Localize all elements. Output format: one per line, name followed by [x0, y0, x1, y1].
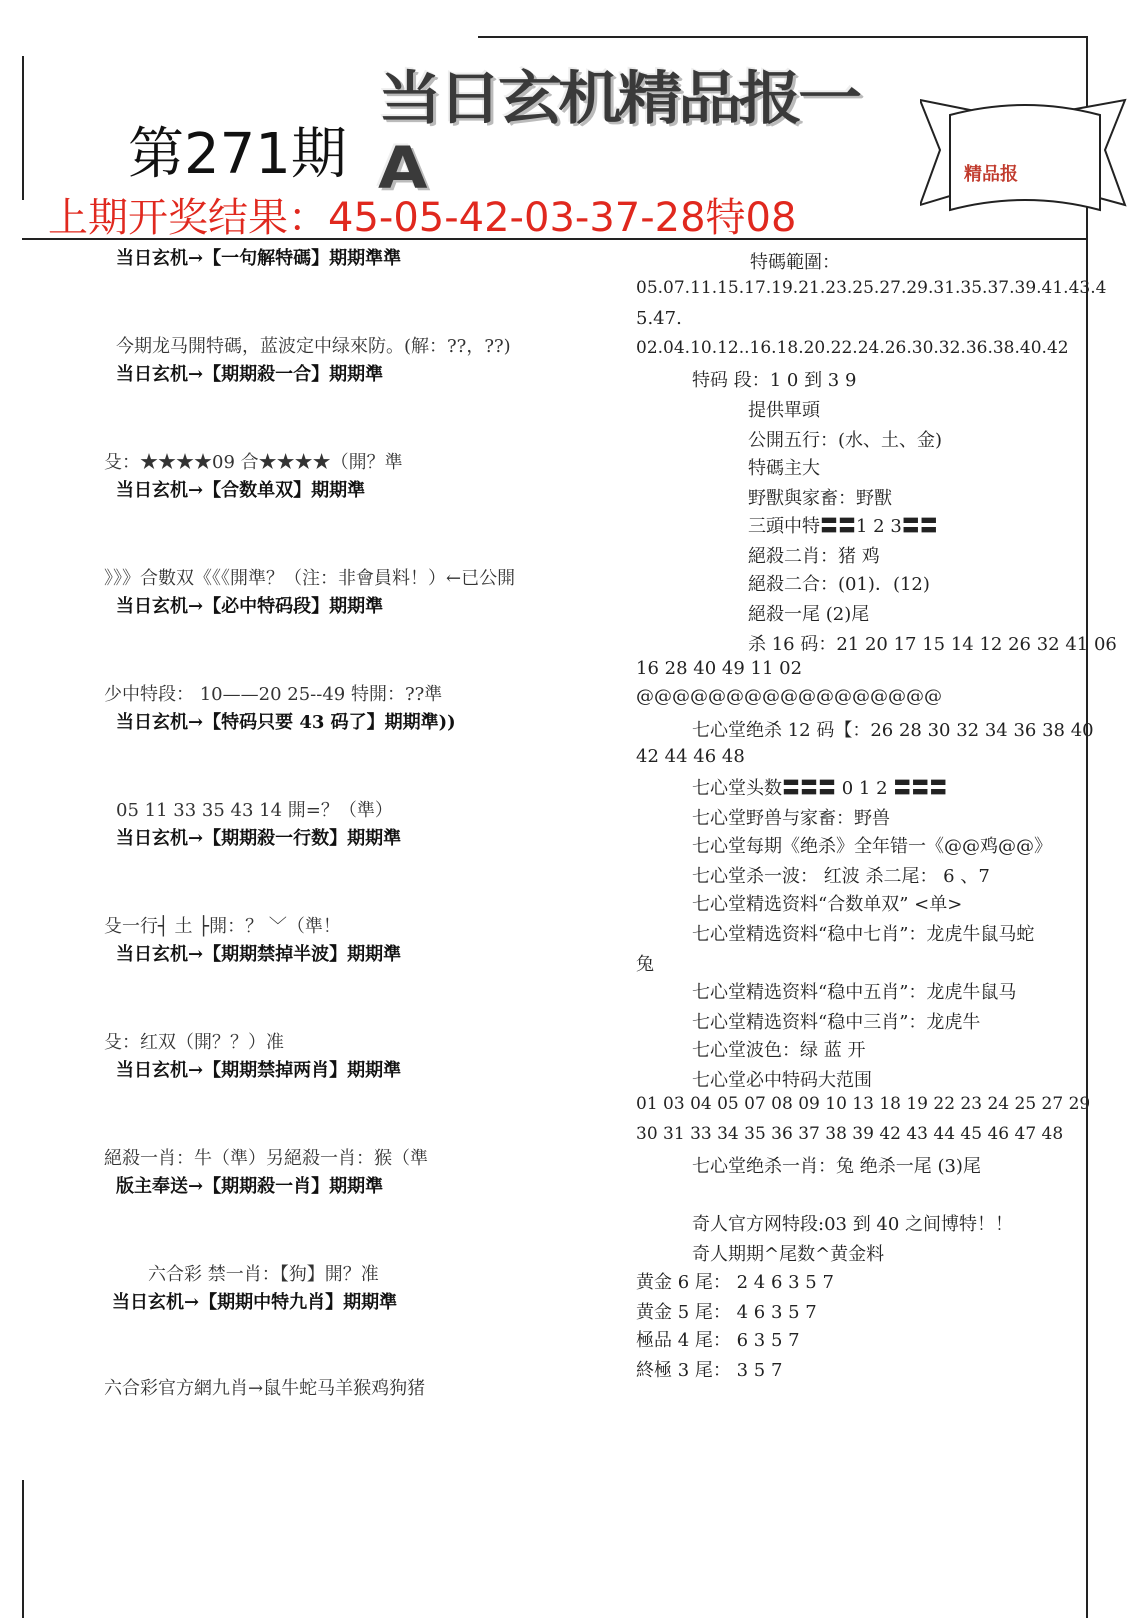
right-line-38: 終極 3 尾： 3 5 7: [636, 1360, 783, 1381]
right-line-28: 七心堂波色：绿 蓝 开: [692, 1040, 866, 1061]
right-line-27: 七心堂精选资料“稳中三肖”：龙虎牛: [692, 1012, 981, 1033]
right-line-21: 七心堂每期《绝杀》全年错一《@@鸡@@》: [692, 836, 1052, 857]
right-line-10: 三頭中特〓〓1 2 3〓〓: [748, 516, 938, 537]
right-line-3: 5.47.: [636, 308, 682, 329]
right-line-16: @@@@@@@@@@@@@@@@@: [636, 686, 942, 707]
right-line-14: 杀 16 码：21 20 17 15 14 12 26 32 41 06: [748, 634, 1117, 655]
right-line-33: 奇人官方网特段:03 到 40 之间博特！！: [692, 1214, 1014, 1235]
right-line-24: 七心堂精选资料“稳中七肖”：龙虎牛鼠马蛇: [692, 924, 1035, 945]
left-line-13: 当日玄机→【期期禁掉半波】期期準: [116, 944, 402, 965]
right-line-22: 七心堂杀一波： 红波 杀二尾： 6 、7: [692, 866, 990, 887]
right-line-34: 奇人期期^尾数^黄金料: [692, 1244, 885, 1265]
frame-left-bottom: [22, 1480, 24, 1618]
left-line-3: 当日玄机→【期期殺一合】期期準: [116, 364, 384, 385]
frame-left-top: [22, 56, 24, 200]
banner-title: 当日玄机精品报一A: [378, 65, 858, 202]
left-line-10: 05 11 33 35 43 14 開=？（準）: [116, 800, 393, 821]
right-line-12: 絕殺二合：(01)．(12): [748, 574, 930, 595]
left-line-4: 殳：★★★★09 合★★★★（開？準: [104, 452, 403, 473]
right-line-5: 特码 段：1 0 到 3 9: [692, 370, 857, 391]
right-line-31: 30 31 33 34 35 36 37 38 39 42 43 44 45 46 47 48: [636, 1124, 1064, 1144]
right-line-17: 七心堂绝杀 12 码【：26 28 30 32 34 36 38 40: [692, 720, 1094, 741]
left-line-15: 当日玄机→【期期禁掉两肖】期期準: [116, 1060, 402, 1081]
right-line-4: 02.04.10.12..16.18.20.22.24.26.30.32.36.38.40.42: [636, 338, 1069, 358]
right-line-7: 公開五行：(水、土、金): [748, 430, 943, 451]
left-line-14: 殳：红双（開？？）准: [104, 1032, 284, 1053]
left-line-16: 絕殺一肖：牛（準）另絕殺一肖：猴（準: [104, 1148, 428, 1169]
left-line-11: 当日玄机→【期期殺一行数】期期準: [116, 828, 402, 849]
right-line-13: 絕殺一尾 (2)尾: [748, 604, 870, 625]
banner: [378, 44, 898, 202]
frame-right: [1086, 36, 1088, 1618]
right-line-15: 16 28 40 49 11 02: [636, 658, 803, 679]
left-line-20: 六合彩官方網九肖→鼠牛蛇马羊猴鸡狗猪: [104, 1378, 426, 1399]
right-line-1: 特碼範圍：: [750, 252, 840, 273]
left-line-18: 六合彩 禁一肖：【狗】開？准: [148, 1264, 379, 1285]
left-line-9: 当日玄机→【特码只要 43 码了】期期準)): [116, 712, 456, 733]
right-line-18: 42 44 46 48: [636, 746, 745, 767]
left-line-2: 今期龙马開特碼，蓝波定中绿來防。(解：??，??): [116, 336, 511, 357]
ribbon-label: 精品报: [964, 164, 1018, 185]
right-line-2: 05.07.11.15.17.19.21.23.25.27.29.31.35.37.39.41.43.4: [636, 278, 1107, 298]
right-line-35: 黄金 6 尾： 2 4 6 3 5 7: [636, 1272, 834, 1293]
right-line-9: 野獸與家畜：野獸: [748, 488, 892, 509]
right-line-23: 七心堂精选资料“合数单双” <单>: [692, 894, 963, 915]
right-line-8: 特碼主大: [748, 458, 820, 479]
right-line-11: 絕殺二肖：猪 鸡: [748, 546, 880, 567]
right-line-26: 七心堂精选资料“稳中五肖”：龙虎牛鼠马: [692, 982, 1017, 1003]
right-line-19: 七心堂头数〓〓〓 0 1 2 〓〓〓: [692, 778, 948, 799]
right-line-6: 提供單頭: [748, 400, 820, 421]
left-line-7: 当日玄机→【必中特码段】期期準: [116, 596, 384, 617]
left-line-1: 当日玄机→【一句解特碼】期期準準: [116, 248, 402, 269]
right-line-25: 兔: [636, 954, 654, 975]
right-line-20: 七心堂野兽与家畜：野兽: [692, 808, 890, 829]
right-line-37: 極品 4 尾： 6 3 5 7: [636, 1330, 800, 1351]
ribbon-icon: [920, 90, 1130, 230]
left-line-12: 殳一行┤ 土 ├開：？ ﹀（準！: [104, 916, 341, 937]
left-line-8: 少中特段： 10——20 25--49 特開：??準: [104, 684, 443, 705]
left-line-6: 》》》合數双《《《開準？（注：非會員料！）←已公開: [104, 568, 516, 589]
left-line-17: 版主奉送→【期期殺一肖】期期準: [116, 1176, 384, 1197]
last-result: 上期开奖结果：45-05-42-03-37-28特08: [48, 195, 797, 241]
right-line-30: 01 03 04 05 07 08 09 10 13 18 19 22 23 24 25 27 29: [636, 1094, 1091, 1114]
right-line-36: 黄金 5 尾： 4 6 3 5 7: [636, 1302, 817, 1323]
left-line-5: 当日玄机→【合数单双】期期準: [116, 480, 366, 501]
frame-top: [478, 36, 1088, 38]
right-line-32: 七心堂绝杀一肖：兔 绝杀一尾 (3)尾: [692, 1156, 981, 1177]
left-line-19: 当日玄机→【期期中特九肖】期期準: [112, 1292, 398, 1313]
right-line-29: 七心堂必中特码大范围: [692, 1070, 872, 1091]
issue-number: 第271期: [128, 122, 347, 187]
